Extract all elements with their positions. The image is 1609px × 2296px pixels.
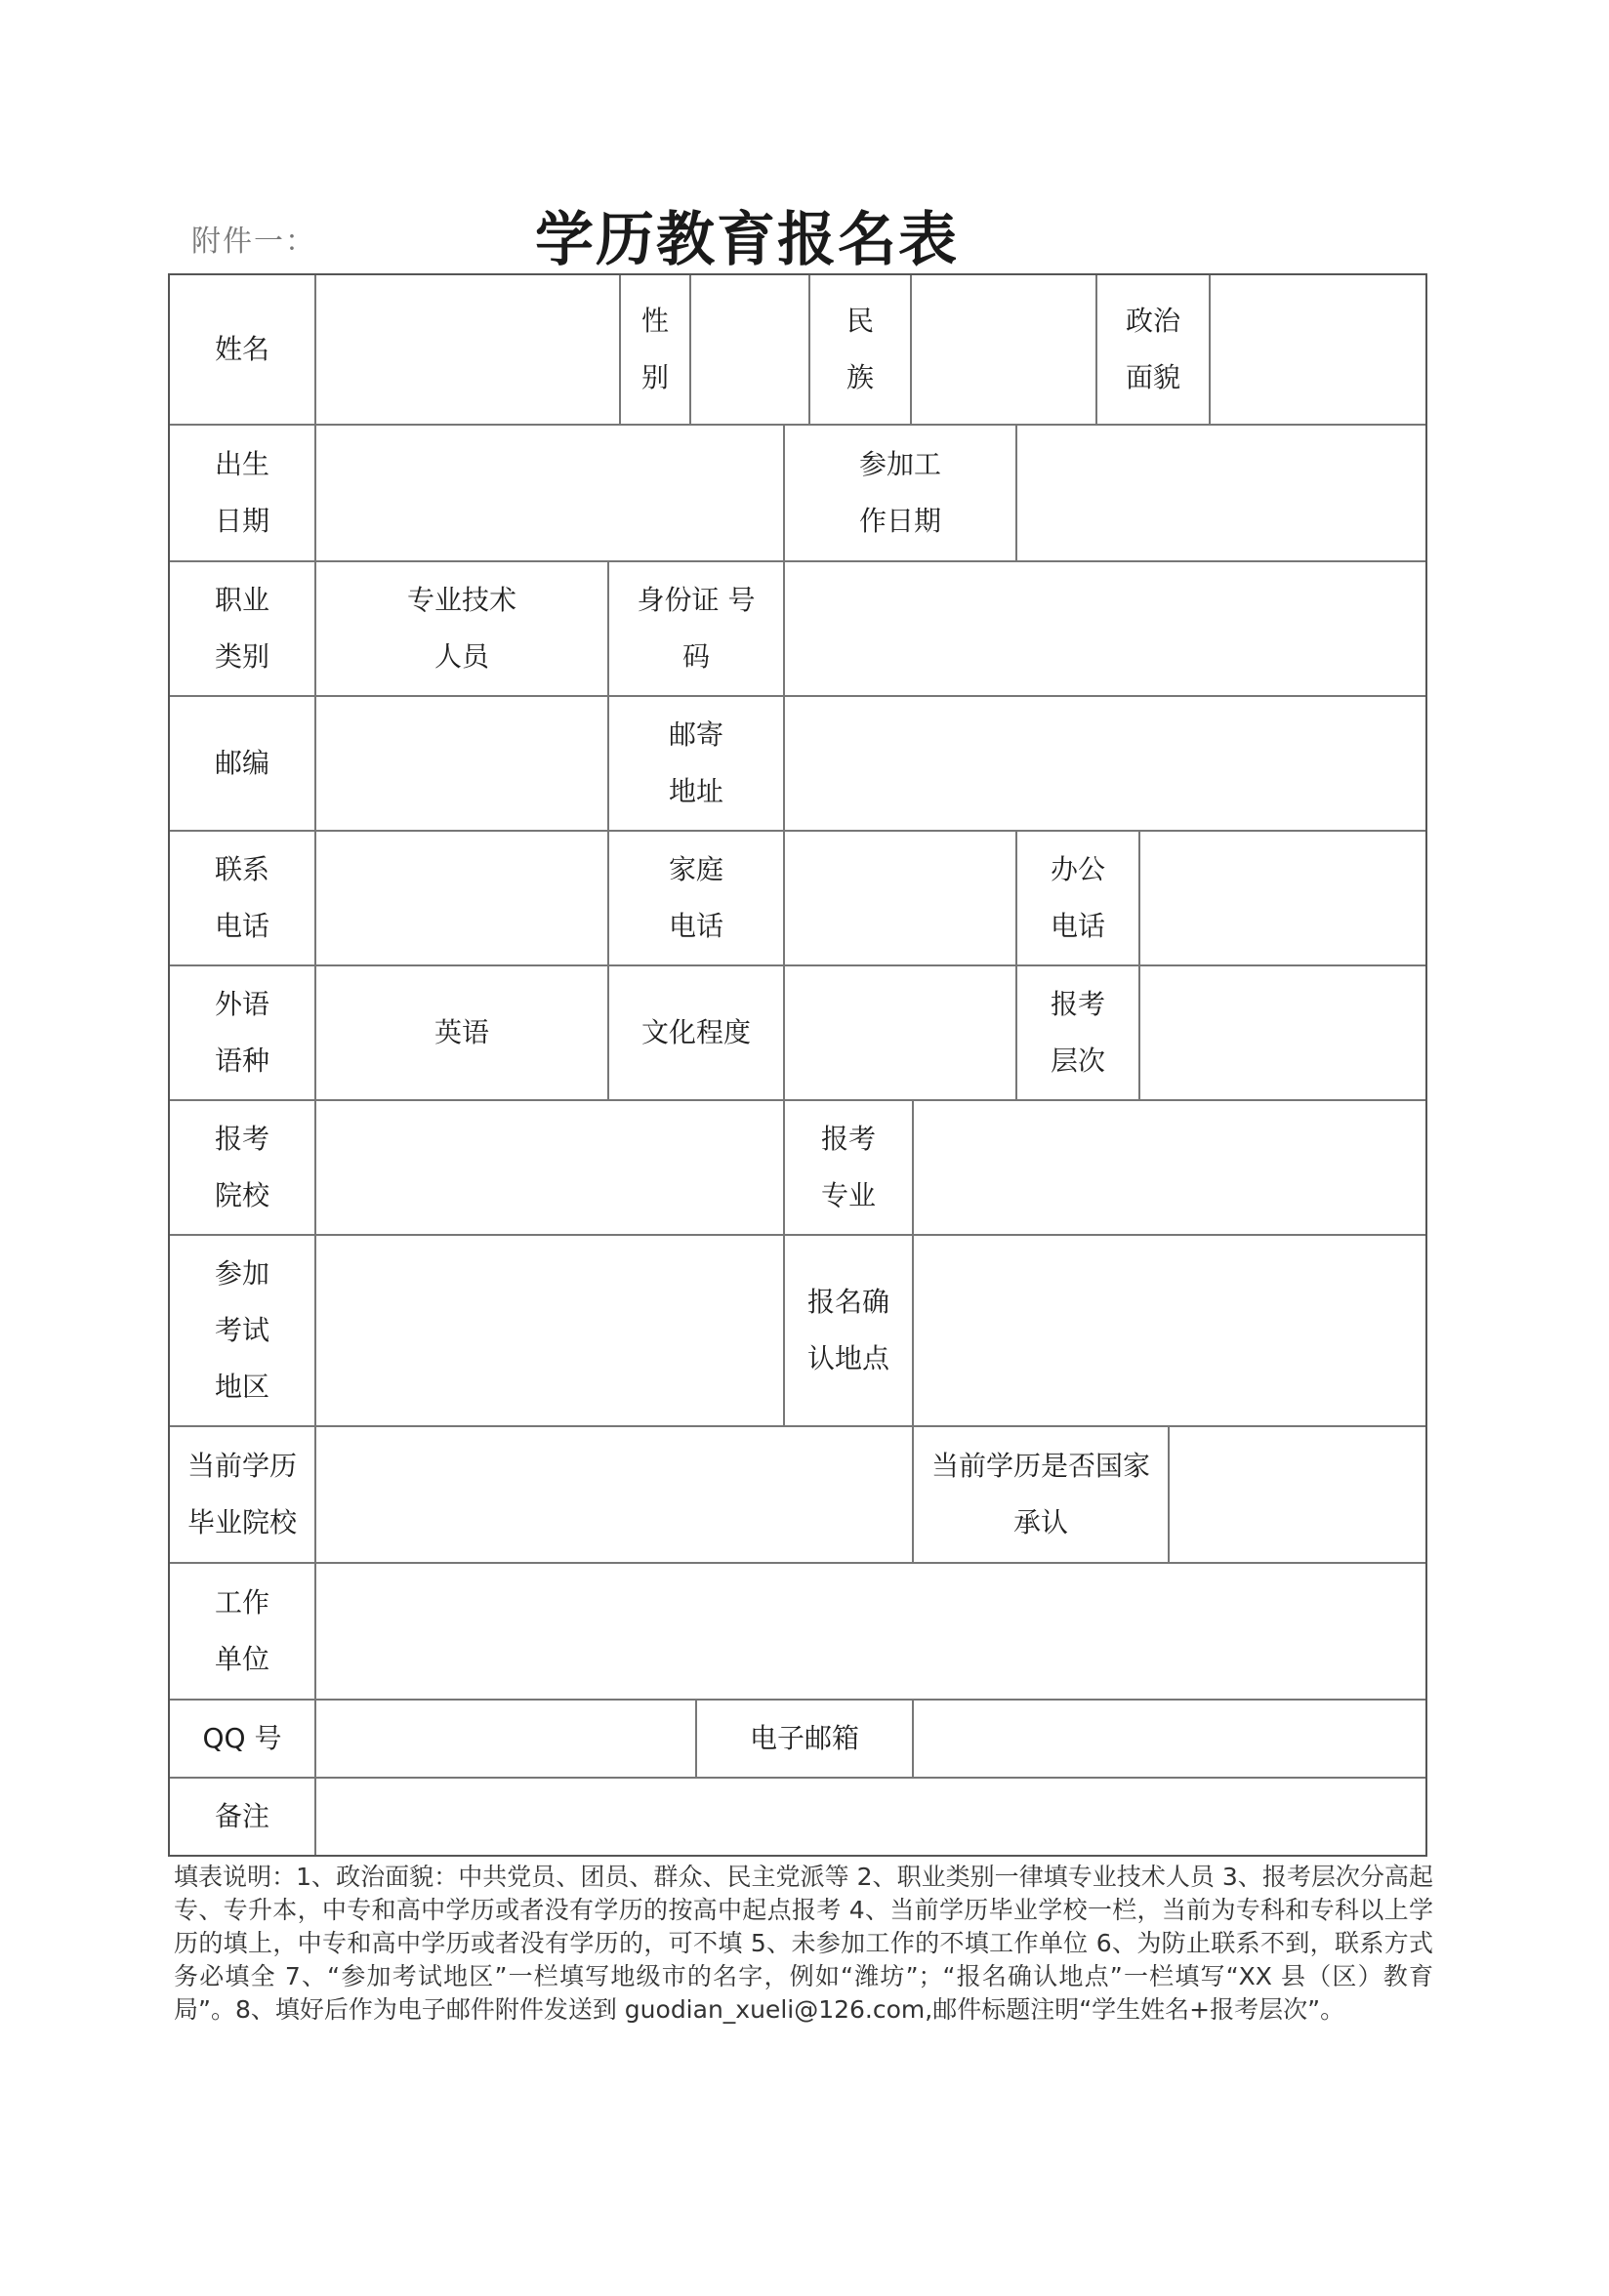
filling-instructions: 填表说明：1、政治面貌：中共党员、团员、群众、民主党派等 2、职业类别一律填专业技术人员 3、报考层次分高起专、专升本，中专和高中学历或者没有学历的按高中起点报考 4、当前学历毕业学校一栏，当前为专科和专科以上学历的填上，中专和高中学历或者没有学历的，可不填 5、未参加工作的不填工作单位 6、为防止联系不到，联系方式务必填全 7、“参加考试地区”一栏填写地级市的名字，例如“潍坊”；“报名确认地点”一栏填写“XX 县（区）教育局”。8、填好后作为电子邮件附件发送到 guodian_xueli@126.com,邮件标题注明“学生姓名+报考层次”。 xyxy=(174,1863,1433,2024)
education-level-field[interactable] xyxy=(783,966,1015,1099)
office-phone-label: 办公 电话 xyxy=(1015,832,1138,964)
contact-phone-field[interactable] xyxy=(314,832,607,964)
name-field[interactable] xyxy=(314,275,619,424)
gender-field[interactable] xyxy=(689,275,808,424)
email-field[interactable] xyxy=(912,1701,1425,1777)
ethnicity-label: 民 族 xyxy=(808,275,910,424)
job-category-value: 专业技术 人员 xyxy=(314,562,607,695)
exam-region-field[interactable] xyxy=(314,1236,783,1425)
ethnicity-field[interactable] xyxy=(910,275,1095,424)
office-phone-field[interactable] xyxy=(1138,832,1425,964)
foreign-lang-label: 外语 语种 xyxy=(214,988,269,1077)
remarks-field[interactable] xyxy=(314,1779,1425,1855)
id-number-field[interactable] xyxy=(783,562,1425,695)
form-row-contact-online xyxy=(170,1699,1425,1777)
political-field[interactable] xyxy=(1209,275,1425,424)
mail-address-field[interactable] xyxy=(783,697,1425,830)
current-edu-school-field[interactable] xyxy=(314,1427,912,1562)
form-row-basic xyxy=(170,275,1425,424)
exam-level-label: 报考 层次 xyxy=(1015,966,1138,1099)
form-row-education xyxy=(170,964,1425,1099)
current-edu-recognized-field[interactable] xyxy=(1168,1427,1425,1562)
confirm-location-label: 报名确 认地点 xyxy=(783,1236,912,1425)
gender-label: 性 别 xyxy=(619,275,689,424)
home-phone-label: 家庭 电话 xyxy=(607,832,783,964)
job-category-label: 职业 类别 xyxy=(214,584,269,673)
exam-level-field[interactable] xyxy=(1138,966,1425,1099)
remarks-label: 备注 xyxy=(214,1800,269,1832)
form-row-mail xyxy=(170,695,1425,830)
form-row-remarks xyxy=(170,1777,1425,1855)
email-label: 电子邮箱 xyxy=(695,1701,912,1777)
exam-region-label: 参加 考试 地区 xyxy=(214,1257,269,1403)
form-row-current-edu xyxy=(170,1425,1425,1562)
education-level-label: 文化程度 xyxy=(607,966,783,1099)
qq-label: QQ 号 xyxy=(202,1722,282,1754)
work-start-label: 参加工 作日期 xyxy=(783,426,1015,560)
exam-school-label: 报考 院校 xyxy=(214,1123,269,1211)
form-row-exam-region xyxy=(170,1234,1425,1425)
current-edu-recognized-label: 当前学历是否国家 承认 xyxy=(912,1427,1168,1562)
work-unit-field[interactable] xyxy=(314,1564,1425,1699)
registration-form xyxy=(168,273,1427,1857)
home-phone-field[interactable] xyxy=(783,832,1015,964)
exam-school-field[interactable] xyxy=(314,1101,783,1234)
exam-major-field[interactable] xyxy=(912,1101,1425,1234)
form-row-exam-school xyxy=(170,1099,1425,1234)
postcode-label: 邮编 xyxy=(214,747,269,779)
name-label: 姓名 xyxy=(214,333,269,365)
work-start-field[interactable] xyxy=(1015,426,1425,560)
work-unit-label: 工作 单位 xyxy=(214,1586,269,1675)
qq-field[interactable] xyxy=(314,1701,695,1777)
attachment-label: 附件一： xyxy=(191,225,316,259)
mail-address-label: 邮寄 地址 xyxy=(607,697,783,830)
political-label: 政治 面貌 xyxy=(1095,275,1209,424)
birth-date-label: 出生 日期 xyxy=(214,448,269,537)
birth-date-field[interactable] xyxy=(314,426,783,560)
foreign-lang-value: 英语 xyxy=(314,966,607,1099)
confirm-location-field[interactable] xyxy=(912,1236,1425,1425)
id-number-label: 身份证 号 码 xyxy=(607,562,783,695)
contact-phone-label: 联系 电话 xyxy=(214,853,269,942)
form-row-job xyxy=(170,560,1425,695)
form-title: 学历教育报名表 xyxy=(535,206,959,274)
current-edu-school-label: 当前学历 毕业院校 xyxy=(186,1450,297,1538)
form-row-work-unit xyxy=(170,1562,1425,1699)
exam-major-label: 报考 专业 xyxy=(783,1101,912,1234)
form-row-phones xyxy=(170,830,1425,964)
postcode-field[interactable] xyxy=(314,697,607,830)
form-row-dates xyxy=(170,424,1425,560)
